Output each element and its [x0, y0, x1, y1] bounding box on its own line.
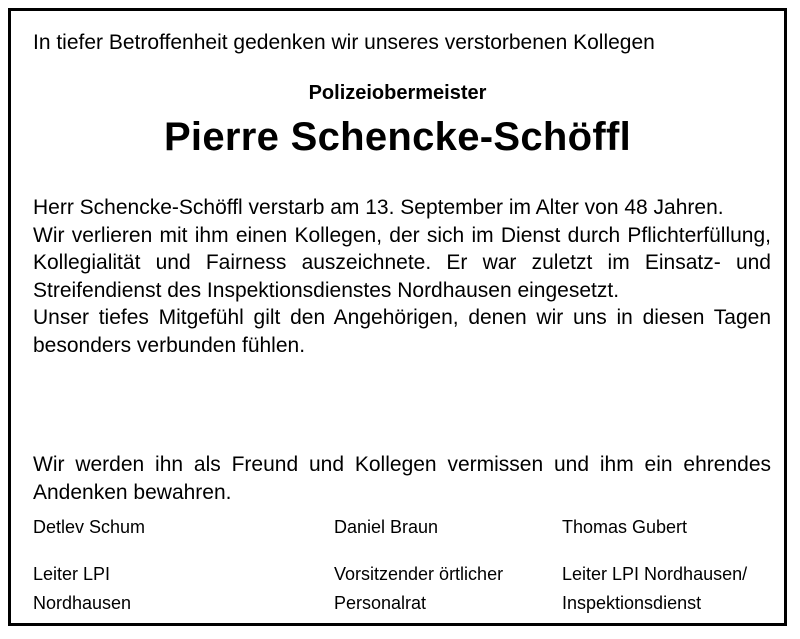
closing-text: [33, 451, 771, 507]
closing-paragraph: Wir werden ihn als Freund und Kollegen vermissen und ihm ein ehrendes Andenken bewahren.: [33, 453, 771, 504]
signatory-2: [334, 513, 503, 618]
signatory-3: [562, 513, 747, 618]
paragraph-tribute: Wir verlieren mit ihm einen Kollegen, der sich im Dienst durch Pflichterfüllung, Kollegialität und Fairness auszeichnete. Er war zuletzt im Einsatz- und Streifendienst des Inspektionsdienstes Nordhausen eingesetzt.: [33, 223, 771, 302]
rank-title: Polizeiobermeister: [308, 82, 487, 104]
signatory-name: Detlev Schum: [33, 517, 146, 537]
signatory-1: [33, 513, 145, 618]
signatory-role-line2: Personalrat: [334, 593, 427, 613]
signatory-role-line1: Leiter LPI Nordhausen/: [562, 564, 748, 584]
paragraph-death: Herr Schencke-Schöffl verstarb am 13. September im Alter von 48 Jahren.: [33, 196, 724, 219]
notice-body: [33, 194, 771, 359]
intro-text: In tiefer Betroffenheit gedenken wir unseres verstorbenen Kollegen: [33, 31, 655, 54]
signatory-role-line2: Nordhausen: [33, 593, 132, 613]
signatory-name: Daniel Braun: [334, 517, 439, 537]
signatory-role-line1: Vorsitzender örtlicher: [334, 564, 504, 584]
deceased-name: Pierre Schencke-Schöffl: [163, 115, 632, 159]
obituary-notice: [8, 8, 787, 626]
paragraph-condolence: Unser tiefes Mitgefühl gilt den Angehörigen, denen wir uns in diesen Tagen besonders verbunden fühlen.: [33, 306, 771, 357]
signatory-role-line1: Leiter LPI: [33, 564, 111, 584]
signatory-name: Thomas Gubert: [562, 517, 688, 537]
signatory-role-line2: Inspektionsdienst: [562, 593, 702, 613]
